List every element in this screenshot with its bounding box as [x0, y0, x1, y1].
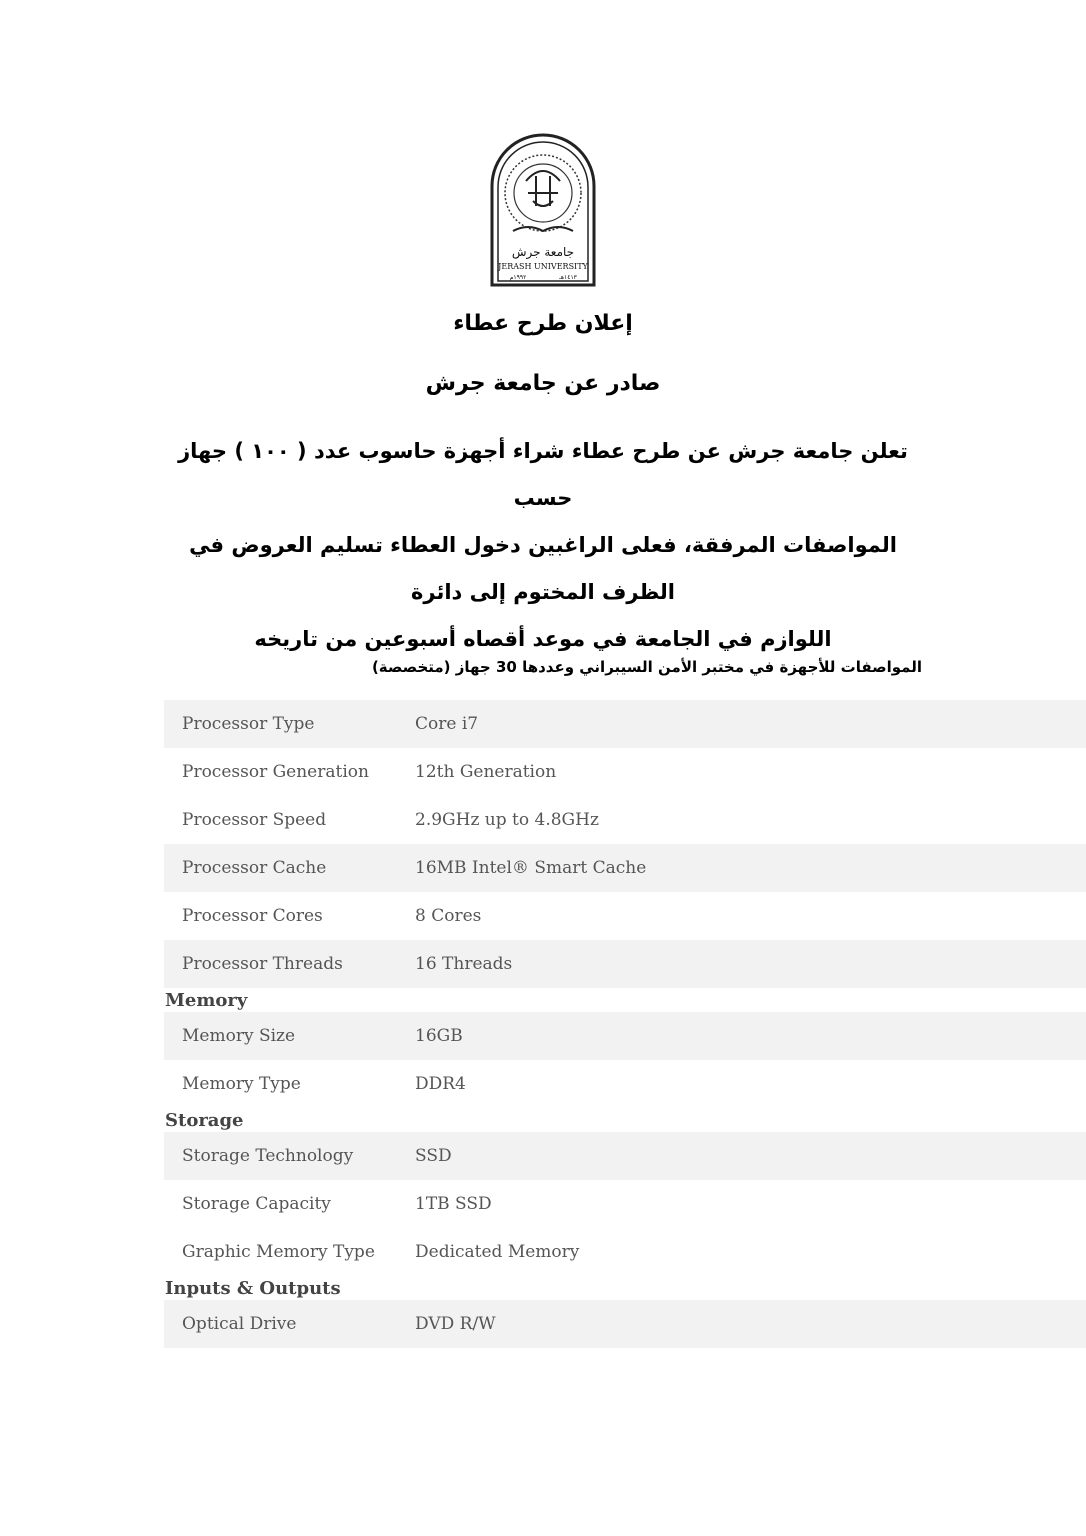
spec-row — [164, 892, 1086, 940]
university-logo — [488, 131, 598, 287]
announcement-issuer: صادر عن جامعة جرش — [425, 371, 661, 396]
spec-row — [164, 796, 1086, 844]
spec-row — [164, 1228, 1086, 1276]
spec-value: 1TB SSD — [415, 1194, 492, 1214]
spec-value: 2.9GHz up to 4.8GHz — [415, 810, 599, 830]
spec-row — [164, 1132, 1086, 1180]
spec-value: 16MB Intel® Smart Cache — [415, 858, 647, 878]
specs-heading: المواصفات للأجهزة في مختبر الأمن السيبراني وعددها 30 جهاز (متخصصة) — [371, 658, 922, 676]
spec-value: 16 Threads — [415, 954, 513, 974]
announcement-body — [150, 428, 936, 663]
spec-value: 16GB — [415, 1026, 463, 1046]
spec-label: Processor Threads — [182, 954, 343, 974]
spec-value: Core i7 — [415, 714, 479, 734]
spec-value: Dedicated Memory — [415, 1242, 580, 1262]
spec-row — [164, 1060, 1086, 1108]
spec-value: DVD R/W — [415, 1314, 496, 1334]
spec-row — [164, 1180, 1086, 1228]
spec-row — [164, 940, 1086, 988]
logo-gregorian-year: ١٩٩٢م — [509, 274, 527, 281]
spec-label: Graphic Memory Type — [182, 1242, 375, 1262]
spec-row — [164, 844, 1086, 892]
announcement-line-2: المواصفات المرفقة، فعلى الراغبين دخول العطاء تسليم العروض في الظرف المختوم إلى دائرة — [189, 533, 897, 604]
specs-table — [164, 700, 1086, 1348]
spec-label: Processor Generation — [182, 762, 369, 782]
spec-label: Storage Capacity — [182, 1194, 331, 1214]
spec-row — [164, 748, 1086, 796]
spec-value: SSD — [415, 1146, 452, 1166]
spec-value: 12th Generation — [415, 762, 557, 782]
spec-section-heading: Memory — [165, 989, 248, 1011]
spec-value: DDR4 — [415, 1074, 466, 1094]
announcement-line-1: تعلن جامعة جرش عن طرح عطاء شراء أجهزة حاسوب عدد ( ١٠٠ ) جهاز حسب — [178, 439, 908, 510]
spec-label: Optical Drive — [182, 1314, 297, 1334]
announcement-title: إعلان طرح عطاء — [453, 311, 633, 336]
spec-label: Memory Type — [182, 1074, 301, 1094]
spec-label: Processor Speed — [182, 810, 327, 830]
spec-label: Processor Cache — [182, 858, 327, 878]
spec-row — [164, 1300, 1086, 1348]
spec-label: Processor Type — [182, 714, 315, 734]
spec-section-heading: Inputs & Outputs — [165, 1277, 341, 1299]
announcement-line-3: اللوازم في الجامعة في موعد أقصاه أسبوعين من تاريخه — [254, 627, 832, 651]
logo-english-name: JERASH UNIVERSITY — [498, 262, 588, 271]
spec-row — [164, 700, 1086, 748]
logo-hijri-year: ١٤١٣هـ — [559, 274, 577, 281]
spec-row — [164, 1012, 1086, 1060]
spec-label: Memory Size — [182, 1026, 296, 1046]
spec-label: Processor Cores — [182, 906, 323, 926]
spec-label: Storage Technology — [182, 1146, 354, 1166]
spec-value: 8 Cores — [415, 906, 482, 926]
logo-arabic-name: جامعة جرش — [511, 245, 575, 259]
spec-section-heading: Storage — [165, 1109, 244, 1131]
